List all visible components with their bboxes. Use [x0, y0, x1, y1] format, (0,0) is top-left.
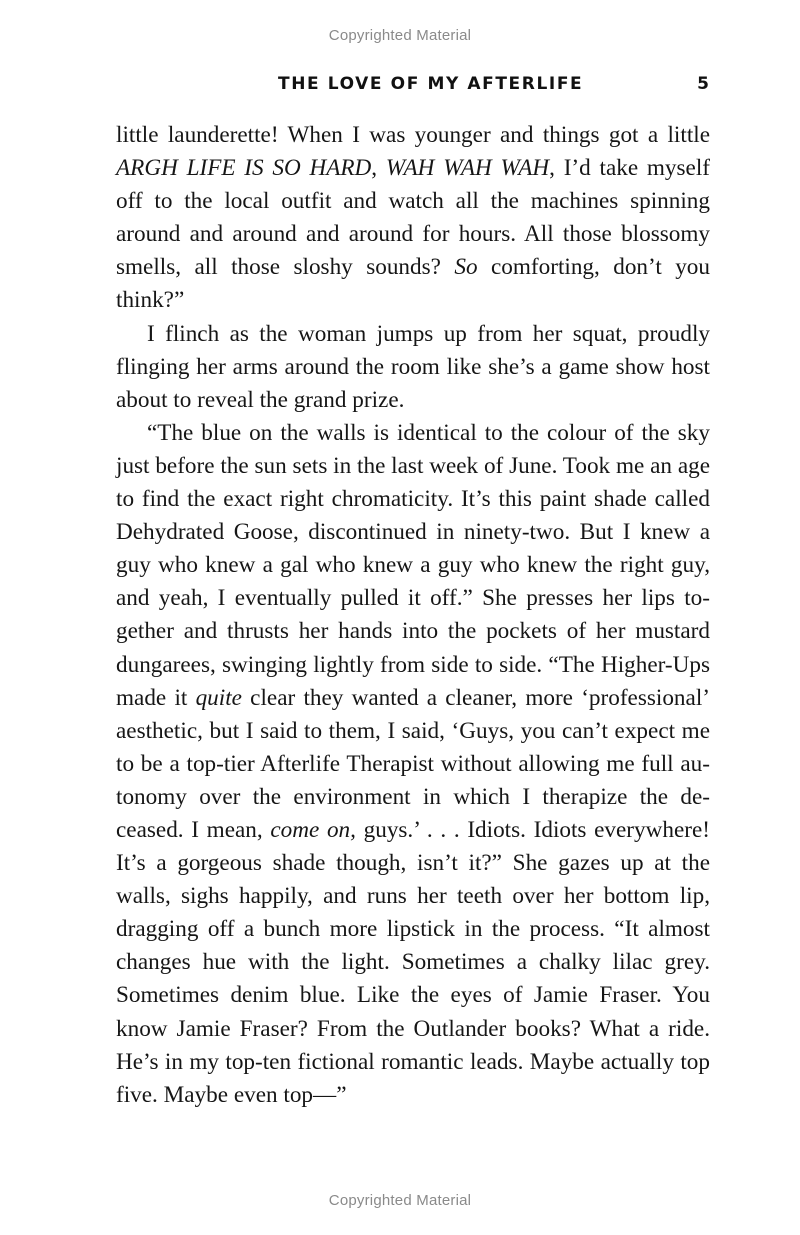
text-run: guys.’ . . . Idiots. Idiots everywhere! It’s a gorgeous shade though, isn’t it?” She gazes up at the walls, sighs happily, and runs her teeth over her bottom lip, dragging off a bunch more lipstick in the process. “It almost changes hue with the light. Sometimes a chalky lilac grey. Sometimes denim blue. Like the eyes of Jamie Fraser. You know Jamie Fraser? From the Outlander books? What a ride. He’s in my top-ten fictional romantic leads. Maybe actually top five. Maybe even top—”	[116, 816, 710, 1108]
emphasis: WAH WAH WAH	[385, 155, 550, 182]
copyright-watermark-top: Copyrighted Material	[328, 27, 472, 44]
emphasis: come on,	[270, 816, 356, 843]
text-run: little launderette! When I was younger and things got a little	[116, 122, 710, 148]
emphasis: quite	[195, 684, 242, 711]
text-run: “The blue on the walls is identical to the colour of the sky just before the sun sets in the last week of June. Took me an age to find the exact right chromaticity. It’s this paint shade called Dehydrated Goose, discontinued in ninety-two. But I knew a guy who knew a gal who knew a guy who knew the right guy, and yeah, I eventually pulled it off.” She presses her lips together and thrusts her hands into the pockets of her mustard dungarees, swinging lightly from side to side. “The Higher-Ups made it	[116, 419, 710, 711]
emphasis: ARGH LIFE IS SO HARD	[116, 155, 372, 182]
text-run: , I’d take myself off to the local outfit and watch all the machines spinning around and around and around for hours. All those blossomy smells, all those sloshy sounds?	[116, 155, 710, 281]
text-run: I flinch as the woman jumps up from her squat, proudly flinging her arms around the room like she’s a game show host about to reveal the grand prize.	[116, 320, 710, 413]
copyright-watermark-bottom: Copyrighted Material	[328, 1192, 472, 1209]
text-run: clear they wanted a cleaner, more ‘professional’ aesthetic, but I said to them, I said, ‘Guys, you can’t expect me to be a top-tier Afterlife Therapist without allowing me full autonomy over the environment in which I therapize the deceased. I mean,	[116, 684, 710, 843]
paragraph-3	[116, 417, 710, 1112]
book-title: THE LOVE OF MY AFTERLIFE	[278, 74, 584, 94]
paragraph-1	[116, 119, 710, 318]
paragraph-2	[116, 318, 710, 417]
text-run: comforting, don’t you think?”	[116, 254, 710, 314]
body-text	[116, 119, 710, 1112]
text-run: ,	[371, 155, 386, 182]
emphasis: So	[454, 254, 478, 281]
running-header	[0, 74, 800, 96]
page-number: 5	[697, 74, 709, 94]
